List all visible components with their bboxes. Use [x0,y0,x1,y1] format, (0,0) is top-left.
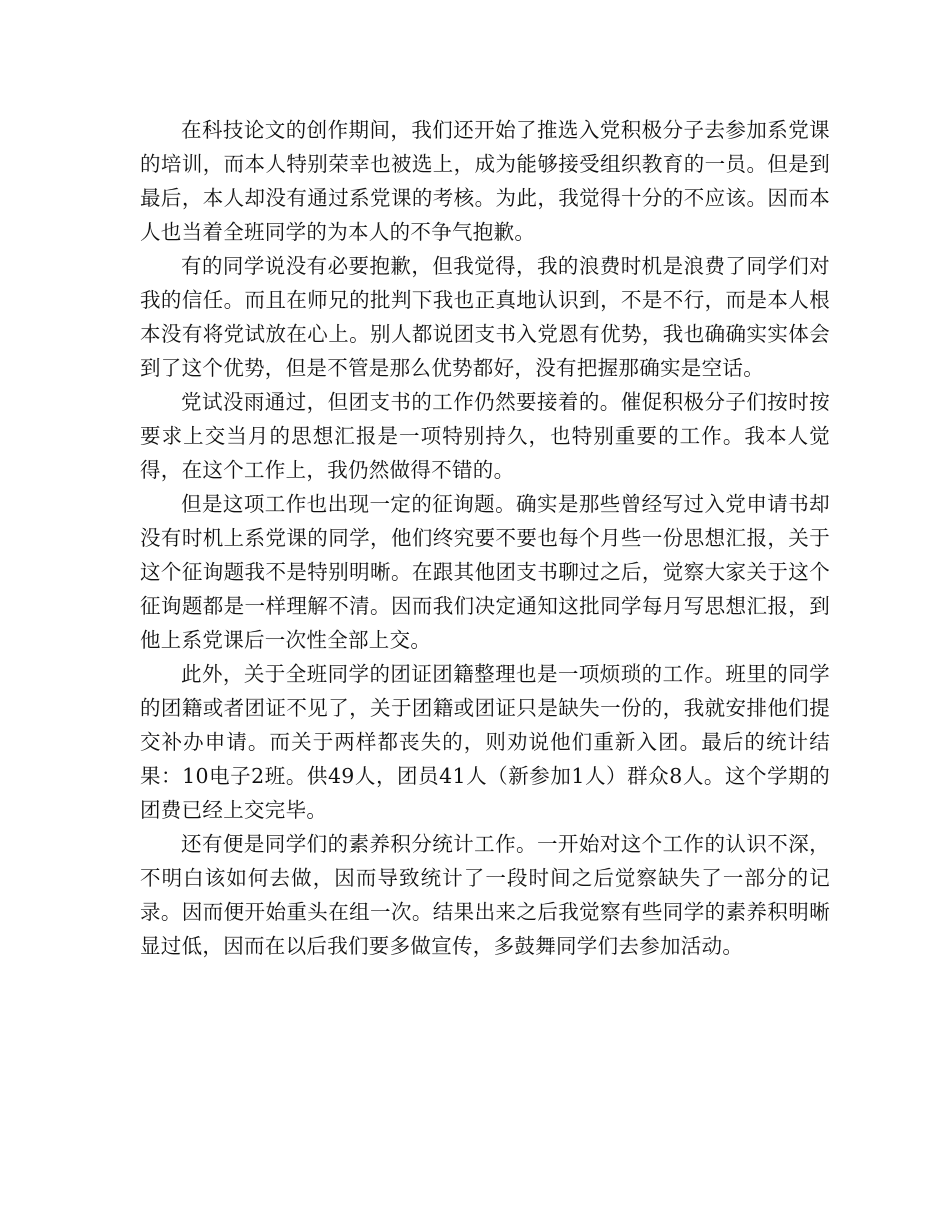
paragraph-6: 还有便是同学们的素养积分统计工作。一开始对这个工作的认识不深，不明白该如何去做，因而导致统计了一段时间之后觉察缺失了一部分的记录。因而便开始重头在组一次。结果出来之后我觉察有些同学的素养积明晰显过低，因而在以后我们要多做宣传，多鼓舞同学们去参加活动。 [140,832,830,958]
paragraph-3: 党试没雨通过，但团支书的工作仍然要接着的。催促积极分子们按时按要求上交当月的思想汇报是一项特别持久，也特别重要的工作。我本人觉得，在这个工作上，我仍然做得不错的。 [140,390,830,482]
paragraph-2: 有的同学说没有必要抱歉，但我觉得，我的浪费时机是浪费了同学们对我的信任。而且在师兄的批判下我也正真地认识到，不是不行，而是本人根本没有将党试放在心上。别人都说团支书入党恩有优势，我也确确实实体会到了这个优势，但是不管是那么优势都好，没有把握那确实是空话。 [140,254,830,380]
paragraph-1: 在科技论文的创作期间，我们还开始了推选入党积极分子去参加系党课的培训，而本人特别荣幸也被选上，成为能够接受组织教育的一员。但是到最后，本人却没有通过系党课的考核。为此，我觉得十分的不应该。因而本人也当着全班同学的为本人的不争气抱歉。 [140,118,830,244]
paragraph-4: 但是这项工作也出现一定的征询题。确实是那些曾经写过入党申请书却没有时机上系党课的同学，他们终究要不要也每个月些一份思想汇报，关于这个征询题我不是特别明晰。在跟其他团支书聊过之后，觉察大家关于这个征询题都是一样理解不清。因而我们决定通知这批同学每月写思想汇报，到他上系党课后一次性全部上交。 [140,492,830,652]
paragraph-5: 此外，关于全班同学的团证团籍整理也是一项烦琐的工作。班里的同学的团籍或者团证不见了，关于团籍或团证只是缺失一份的，我就安排他们提交补办申请。而关于两样都丧失的，则劝说他们重新入团。最后的统计结果：10电子2班。供49人，团员41人（新参加1人）群众8人。这个学期的团费已经上交完毕。 [140,662,830,822]
document-body [140,113,830,963]
